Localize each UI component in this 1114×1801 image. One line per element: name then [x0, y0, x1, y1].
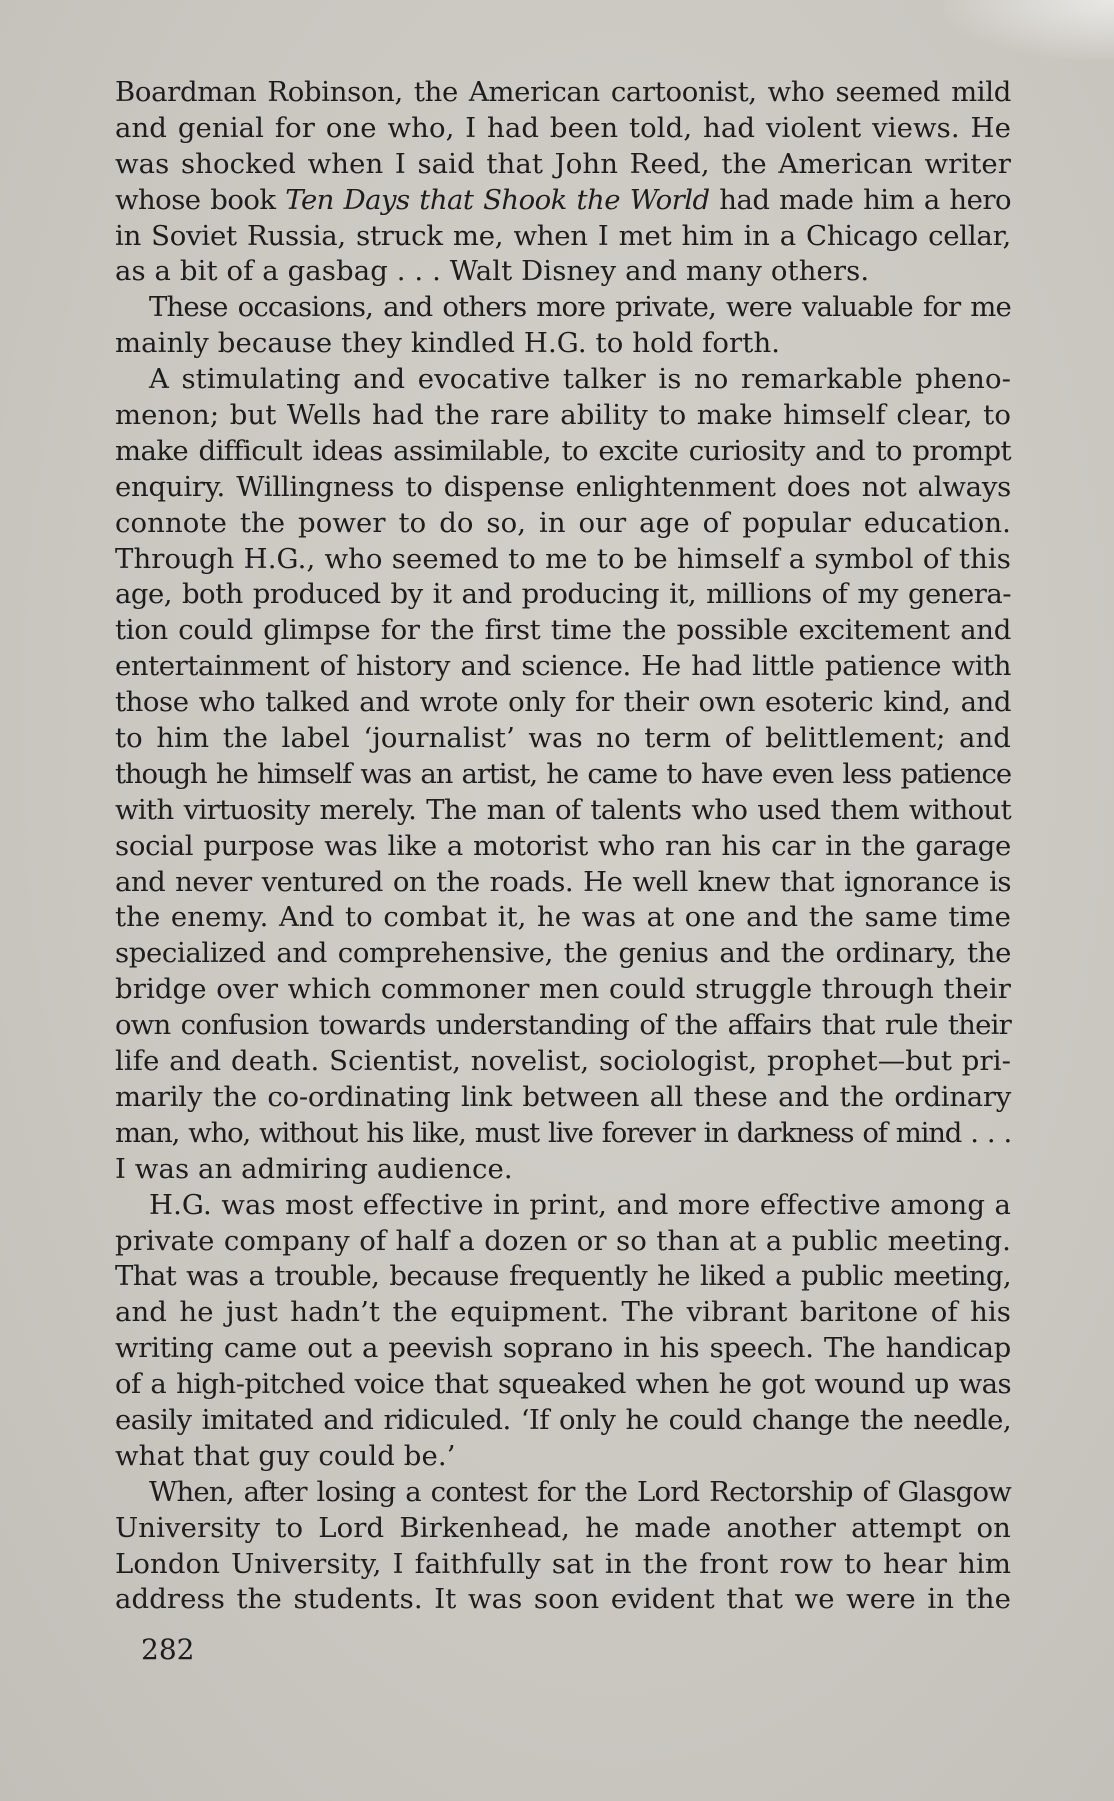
text-line: life and death. Scientist, novelist, sociologist, prophet—but pri-: [115, 1045, 1011, 1078]
text-line: These occasions, and others more private, were valuable for me: [149, 291, 1011, 324]
text-line: I was an admiring audience.: [115, 1152, 513, 1185]
text-line: social purpose was like a motorist who ran his car in the garage: [115, 829, 1011, 862]
text-line: man, who, without his like, must live forever in darkness of mind . . .: [115, 1116, 1011, 1149]
text-line: and he just hadn’t the equipment. The vibrant baritone of his: [115, 1296, 1011, 1329]
text-line: Through H.G., who seemed to me to be himself a symbol of this: [115, 542, 1011, 575]
text-line: of a high-pitched voice that squeaked when he got wound up was: [115, 1368, 1011, 1401]
text-line-segment: whose book: [115, 183, 286, 216]
text-line: That was a trouble, because frequently he liked a public meeting,: [115, 1260, 1011, 1293]
text-line: was shocked when I said that John Reed, the American writer: [115, 147, 1011, 180]
text-line: make difficult ideas assimilable, to excite curiosity and to prompt: [115, 434, 1011, 467]
text-line: as a bit of a gasbag . . . Walt Disney and many others.: [115, 255, 870, 288]
text-line: H.G. was most effective in print, and more effective among a: [149, 1188, 1011, 1221]
text-line: A stimulating and evocative talker is no remarkable pheno-: [149, 363, 1011, 396]
text-line: though he himself was an artist, he came to have even less patience: [115, 757, 1011, 790]
text-line: and genial for one who, I had been told, had violent views. He: [115, 111, 1011, 144]
text-line: address the students. It was soon evident that we were in the: [115, 1583, 1011, 1616]
text-line: private company of half a dozen or so than at a public meeting.: [115, 1224, 1011, 1257]
text-line: own confusion towards understanding of the affairs that rule their: [115, 1009, 1011, 1042]
text-line: marily the co-ordinating link between all these and the ordinary: [115, 1080, 1011, 1113]
body-text: [115, 74, 1011, 1617]
text-line: enquiry. Willingness to dispense enlightenment does not always: [115, 470, 1011, 503]
text-line: those who talked and wrote only for their own esoteric kind, and: [115, 686, 1011, 719]
text-line: connote the power to do so, in our age of popular education.: [115, 506, 1011, 539]
text-line: menon; but Wells had the rare ability to make himself clear, to: [115, 399, 1011, 432]
text-line: easily imitated and ridiculed. ‘If only he could change the needle,: [115, 1403, 1011, 1436]
text-line-segment: had made him a hero: [709, 183, 1011, 216]
text-line: what that guy could be.’: [115, 1439, 456, 1472]
text-line: writing came out a peevish soprano in his speech. The handicap: [115, 1332, 1011, 1365]
text-line: London University, I faithfully sat in the front row to hear him: [115, 1547, 1011, 1580]
text-line: entertainment of history and science. He had little patience with: [115, 650, 1011, 683]
page-number: 282: [141, 1633, 195, 1666]
book-title-italic: Ten Days that Shook the World: [285, 183, 710, 216]
text-line: in Soviet Russia, struck me, when I met him in a Chicago cellar,: [115, 219, 1011, 252]
text-line: Boardman Robinson, the American cartoonist, who seemed mild: [115, 76, 1011, 108]
text-line: tion could glimpse for the first time the possible excitement and: [115, 614, 1011, 647]
text-line: [115, 182, 1011, 218]
page-corner-stain: [944, 0, 1114, 60]
text-line: University to Lord Birkenhead, he made another attempt on: [115, 1511, 1011, 1544]
text-line: bridge over which commoner men could struggle through their: [115, 973, 1011, 1006]
text-line: age, both produced by it and producing it, millions of my genera-: [115, 578, 1011, 611]
text-line: and never ventured on the roads. He well knew that ignorance is: [115, 865, 1011, 898]
text-line: with virtuosity merely. The man of talents who used them without: [115, 793, 1011, 826]
text-line: the enemy. And to combat it, he was at one and the same time: [115, 901, 1011, 934]
text-line: mainly because they kindled H.G. to hold forth.: [115, 327, 781, 360]
text-line: specialized and comprehensive, the genius and the ordinary, the: [115, 937, 1011, 970]
text-line: to him the label ‘journalist’ was no term of belittlement; and: [115, 722, 1011, 755]
text-line: When, after losing a contest for the Lord Rectorship of Glasgow: [149, 1475, 1011, 1508]
